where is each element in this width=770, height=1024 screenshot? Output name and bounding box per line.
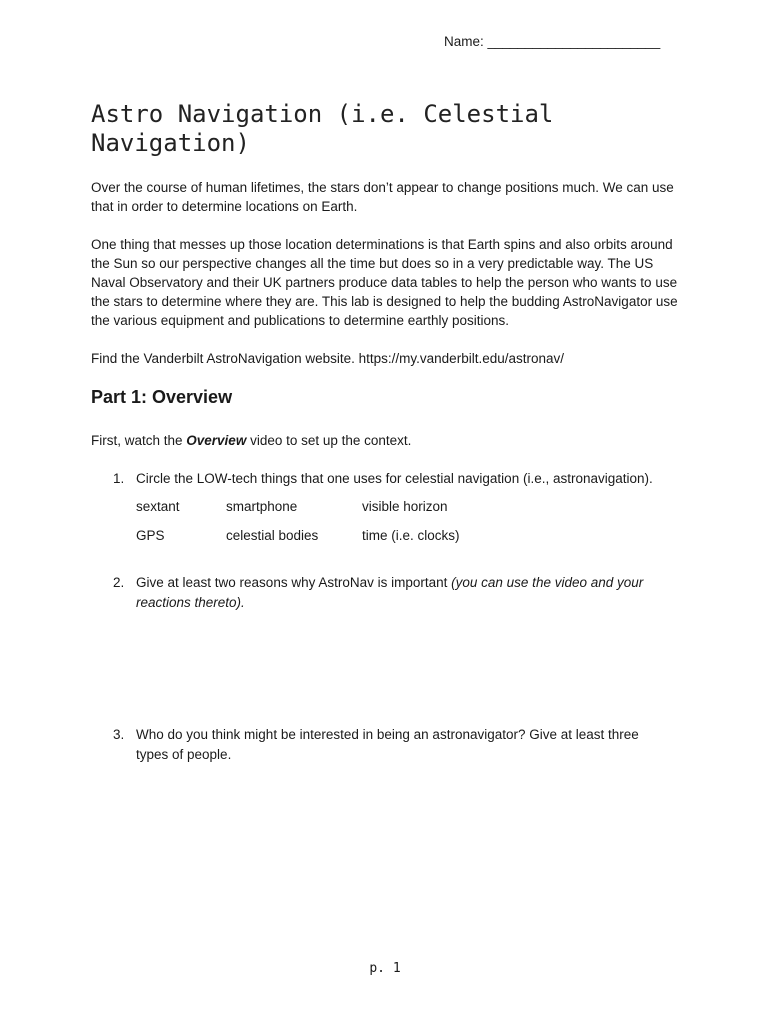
question-text: Who do you think might be interested in being an astronavigator? Give at least three types of people. (136, 727, 639, 762)
page-number: p. 1 (369, 961, 401, 976)
option-gps: GPS (136, 528, 165, 543)
options-grid (136, 497, 512, 545)
question-text-main: Give at least two reasons why AstroNav is important (136, 575, 452, 590)
question-number: 3. (113, 727, 125, 742)
question-number: 1. (113, 471, 125, 486)
option-smartphone: smartphone (226, 499, 298, 514)
part1-instruction (91, 431, 681, 450)
option-celestial-bodies: celestial bodies (226, 528, 319, 543)
intro-paragraph-2: One thing that messes up those location determinations is that Earth spins and also orbits around the Sun so our perspective changes all the time but does so in a very predictable way. The US Naval Observatory and their UK partners produce data tables to help the person who wants to use the stars to determine where they are. This lab is designed to help the budding AstroNavigator use the various equipment and publications to determine earthly positions. (91, 237, 678, 329)
question-2 (113, 573, 673, 612)
question-text: Circle the LOW-tech things that one uses for celestial navigation (i.e., astronavigation). (136, 471, 653, 486)
question-3 (113, 725, 673, 764)
section-heading-part-1: Part 1: Overview (91, 387, 233, 407)
option-visible-horizon: visible horizon (362, 499, 448, 514)
question-text-italic: (you can use the video and your reactions thereto). (136, 575, 644, 610)
question-1 (113, 469, 673, 489)
question-text (136, 573, 673, 612)
question-number: 2. (113, 575, 125, 590)
intro-paragraph-1: Over the course of human lifetimes, the stars don’t appear to change positions much. We can use that in order to determine locations on Earth. (91, 180, 674, 215)
instruction-emphasis: Overview (186, 433, 247, 448)
name-line: Name: _______________________ (444, 34, 661, 49)
instruction-text-start: First, watch the (91, 433, 187, 448)
instruction-text-end: video to set up the context. (246, 433, 412, 448)
option-time-clocks: time (i.e. clocks) (362, 528, 460, 543)
option-sextant: sextant (136, 499, 180, 514)
intro-paragraph-3: Find the Vanderbilt AstroNavigation website. https://my.vanderbilt.edu/astronav/ (91, 351, 565, 366)
page-title: Astro Navigation (i.e. Celestial Navigation) (91, 100, 554, 157)
